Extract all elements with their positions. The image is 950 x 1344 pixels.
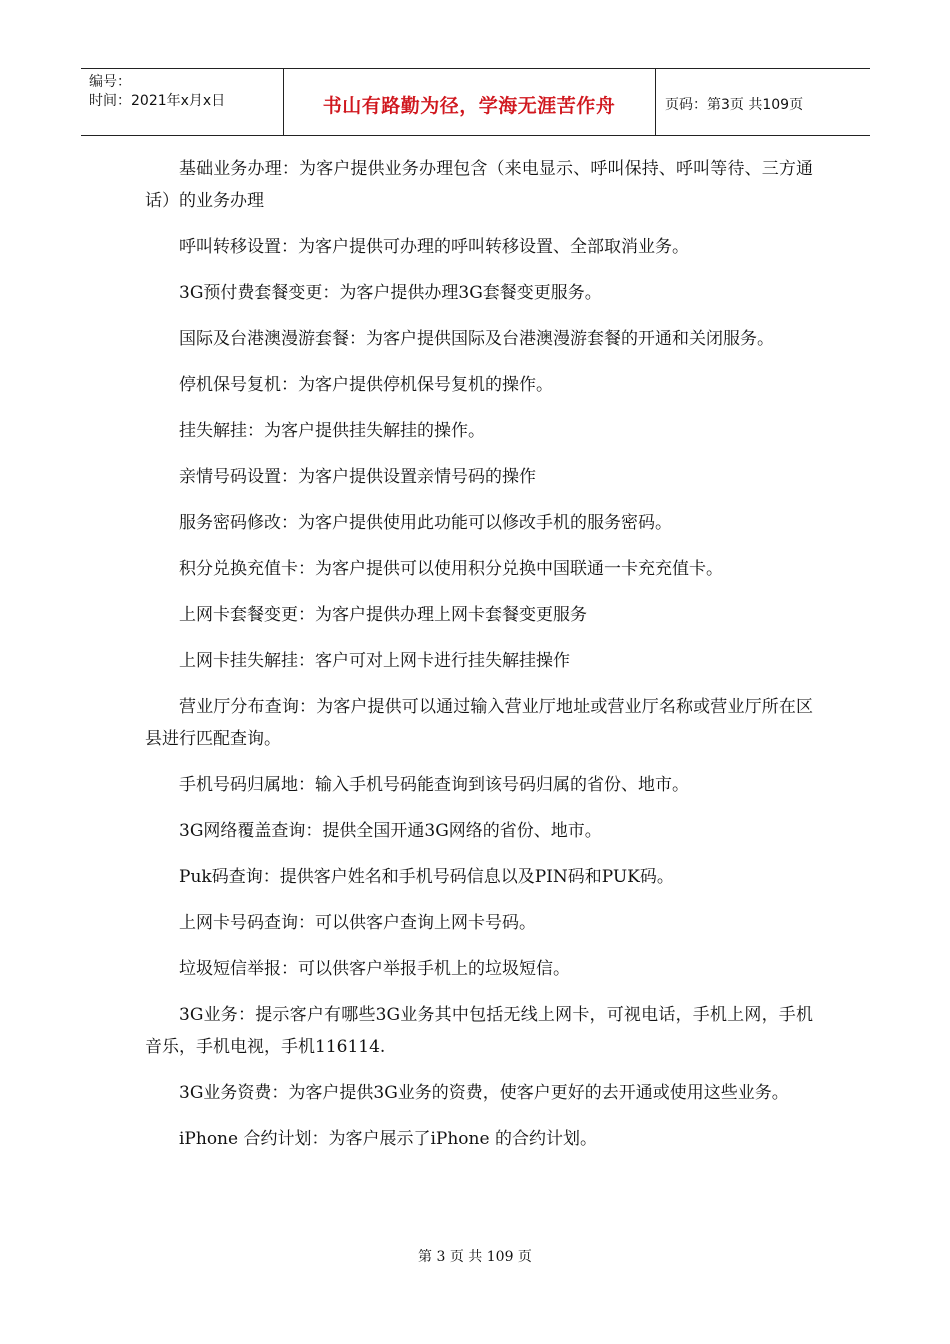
paragraph-puk-query: Puk码查询：提供客户姓名和手机号码信息以及PIN码和PUK码。 (179, 867, 674, 887)
paragraph-family-number: 亲情号码设置：为客户提供设置亲情号码的操作 (179, 467, 536, 487)
paragraph-3g-coverage: 3G网络覆盖查询：提供全国开通3G网络的省份、地市。 (179, 821, 602, 841)
paragraph-3g-tariff: 3G业务资费：为客户提供3G业务的资费，使客户更好的去开通或使用这些业务。 (179, 1083, 789, 1103)
paragraph-3g-services: 3G业务：提示客户有哪些3G业务其中包括无线上网卡，可视电话，手机上网，手机音乐，手机电视，手机116114. (145, 1005, 813, 1057)
header-page-info: 页码：第3页 共109页 (665, 97, 804, 113)
paragraph-iphone-plan: iPhone 合约计划：为客户展示了iPhone 的合约计划。 (179, 1129, 597, 1149)
document-body (145, 153, 813, 1169)
paragraph-datacard-number: 上网卡号码查询：可以供客户查询上网卡号码。 (179, 913, 536, 933)
document-date-label: 时间：2021年x月x日 (89, 93, 226, 109)
document-number-label: 编号： (89, 74, 131, 90)
paragraph-number-location: 手机号码归属地：输入手机号码能查询到该号码归属的省份、地市。 (179, 775, 689, 795)
paragraph-call-forwarding: 呼叫转移设置：为客户提供可办理的呼叫转移设置、全部取消业务。 (179, 237, 689, 257)
paragraph-3g-prepaid: 3G预付费套餐变更：为客户提供办理3G套餐变更服务。 (179, 283, 602, 303)
header-page-cell (655, 69, 870, 135)
paragraph-report-loss: 挂失解挂：为客户提供挂失解挂的操作。 (179, 421, 485, 441)
page-header (81, 68, 870, 136)
paragraph-datacard-plan: 上网卡套餐变更：为客户提供办理上网卡套餐变更服务 (179, 605, 587, 625)
paragraph-datacard-loss: 上网卡挂失解挂：客户可对上网卡进行挂失解挂操作 (179, 651, 570, 671)
paragraph-suspension-resume: 停机保号复机：为客户提供停机保号复机的操作。 (179, 375, 553, 395)
paragraph-password-change: 服务密码修改：为客户提供使用此功能可以修改手机的服务密码。 (179, 513, 672, 533)
paragraph-basic-service: 基础业务办理：为客户提供业务办理包含（来电显示、呼叫保持、呼叫等待、三方通话）的业务办理 (145, 159, 813, 211)
paragraph-store-locator: 营业厅分布查询：为客户提供可以通过输入营业厅地址或营业厅名称或营业厅所在区县进行匹配查询。 (145, 697, 813, 749)
page-footer: 第 3 页 共 109 页 (418, 1249, 532, 1265)
paragraph-spam-report: 垃圾短信举报：可以供客户举报手机上的垃圾短信。 (179, 959, 570, 979)
header-meta-cell (81, 69, 284, 135)
header-motto-cell (283, 69, 656, 135)
header-motto: 书山有路勤为径，学海无涯苦作舟 (322, 95, 616, 117)
paragraph-roaming: 国际及台港澳漫游套餐：为客户提供国际及台港澳漫游套餐的开通和关闭服务。 (179, 329, 774, 349)
paragraph-points-exchange: 积分兑换充值卡：为客户提供可以使用积分兑换中国联通一卡充充值卡。 (179, 559, 723, 579)
